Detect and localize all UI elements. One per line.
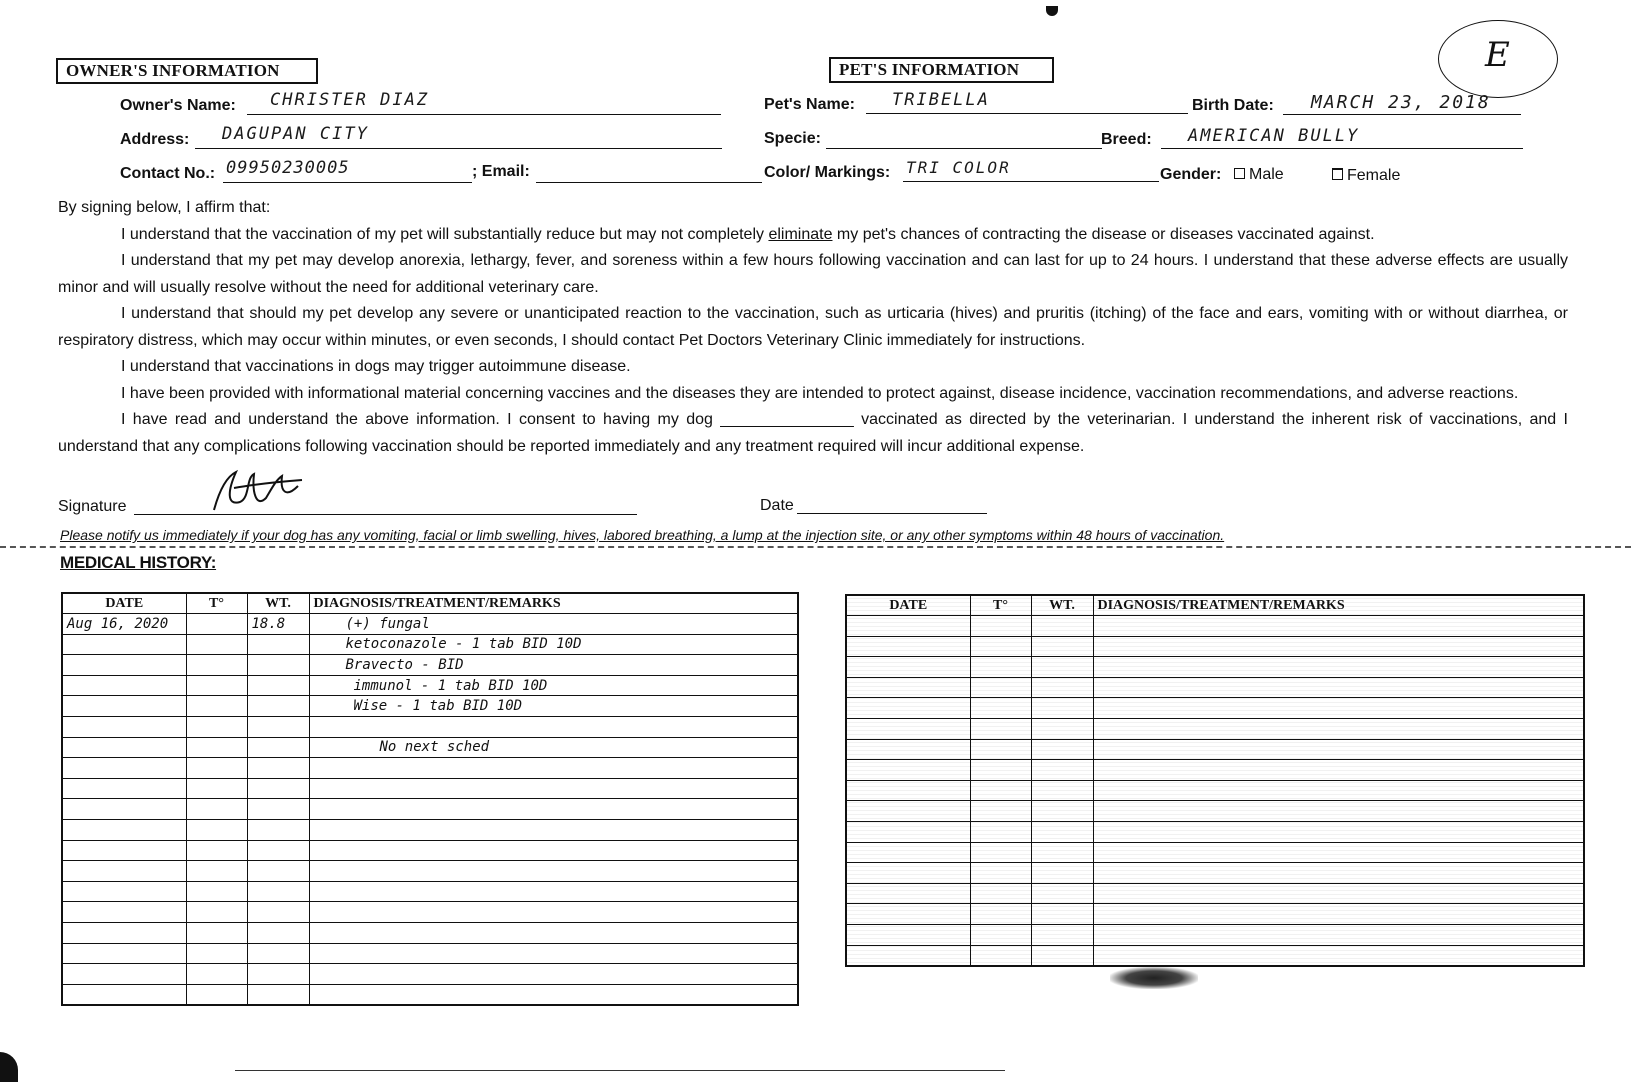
date-label: Date xyxy=(760,497,794,514)
table-row xyxy=(846,677,1584,698)
cell-weight[interactable] xyxy=(1031,821,1093,842)
cell-diagnosis[interactable] xyxy=(1093,801,1584,822)
cell-date[interactable] xyxy=(62,943,186,964)
cell-temperature[interactable] xyxy=(186,840,247,861)
header-diagnosis: DIAGNOSIS/TREATMENT/REMARKS xyxy=(1093,595,1584,616)
cell-date[interactable] xyxy=(846,924,970,945)
cell-diagnosis[interactable] xyxy=(309,778,798,799)
consent-block xyxy=(58,195,1568,460)
header-date: DATE xyxy=(62,593,186,614)
cell-date[interactable] xyxy=(62,737,186,758)
cell-date[interactable] xyxy=(846,677,970,698)
table-row xyxy=(62,840,798,861)
cell-date[interactable] xyxy=(846,904,970,925)
table-row xyxy=(846,780,1584,801)
cell-diagnosis[interactable] xyxy=(309,799,798,820)
cell-temperature[interactable] xyxy=(186,716,247,737)
table-row xyxy=(62,614,798,635)
cell-diagnosis[interactable] xyxy=(309,943,798,964)
consent-intro: By signing below, I affirm that: xyxy=(58,199,271,216)
consent-p1-b: my pet's chances of contracting the disease or diseases vaccinated against. xyxy=(832,225,1375,243)
owner-name-label: Owner's Name: xyxy=(120,97,236,114)
cell-weight[interactable] xyxy=(1031,657,1093,678)
table-row xyxy=(62,819,798,840)
pet-name-value: TRIBELLA xyxy=(892,90,990,110)
cell-diagnosis[interactable] xyxy=(309,902,798,923)
cell-diagnosis[interactable] xyxy=(309,881,798,902)
cell-weight[interactable] xyxy=(1031,698,1093,719)
contact-value: 09950230005 xyxy=(226,158,350,178)
cell-temperature[interactable] xyxy=(970,616,1031,637)
cell-weight[interactable] xyxy=(1031,904,1093,925)
cell-diagnosis[interactable] xyxy=(1093,636,1584,657)
cell-date[interactable] xyxy=(62,655,186,676)
cell-date[interactable] xyxy=(846,780,970,801)
cell-weight[interactable] xyxy=(1031,883,1093,904)
cell-weight[interactable] xyxy=(1031,718,1093,739)
male-label: Male xyxy=(1249,166,1284,183)
cell-temperature[interactable] xyxy=(186,778,247,799)
header-temperature: T° xyxy=(186,593,247,614)
cell-diagnosis[interactable] xyxy=(1093,616,1584,637)
cell-temperature[interactable] xyxy=(186,614,247,635)
breed-label: Breed: xyxy=(1101,131,1152,148)
female-label: Female xyxy=(1347,167,1401,184)
medical-history-table-left xyxy=(61,592,799,1006)
table-row xyxy=(846,801,1584,822)
consent-p6-a: I have read and understand the above information. I consent to having my dog xyxy=(121,411,721,428)
cell-diagnosis[interactable] xyxy=(309,922,798,943)
cell-diagnosis[interactable] xyxy=(309,758,798,779)
consent-p1 xyxy=(58,222,1568,249)
owner-section-title: OWNER'S INFORMATION xyxy=(56,58,318,84)
table-row xyxy=(846,842,1584,863)
cell-weight[interactable] xyxy=(247,943,309,964)
cell-date[interactable] xyxy=(846,883,970,904)
table-row xyxy=(62,964,798,985)
vaccination-notice: Please notify us immediately if your dog has any vomiting, facial or limb swelling, hives, labored breathing, a lump at the injection site, or any other symptoms within 48 hours of vaccination. xyxy=(60,527,1225,543)
table-row xyxy=(62,799,798,820)
address-label: Address: xyxy=(120,131,190,148)
cell-date[interactable] xyxy=(62,696,186,717)
table-row xyxy=(62,758,798,779)
cell-date[interactable] xyxy=(846,718,970,739)
cell-weight[interactable] xyxy=(247,716,309,737)
cell-temperature[interactable] xyxy=(186,902,247,923)
table-row xyxy=(62,737,798,758)
cell-diagnosis[interactable] xyxy=(309,984,798,1005)
color-label: Color/ Markings: xyxy=(764,164,891,181)
consent-p6-b: vaccinated as directed by the veterinarian. I understand the inherent risk of vaccinations, and I understand that any complications following vaccination should be reported immediately and any treatment required will incur additional expense. xyxy=(58,411,1569,455)
cell-temperature[interactable] xyxy=(186,634,247,655)
cell-diagnosis[interactable] xyxy=(1093,739,1584,760)
cell-weight[interactable] xyxy=(247,861,309,882)
table-row xyxy=(846,739,1584,760)
cell-weight[interactable] xyxy=(247,902,309,923)
cell-diagnosis[interactable] xyxy=(1093,677,1584,698)
cell-diagnosis[interactable] xyxy=(1093,718,1584,739)
cell-diagnosis[interactable] xyxy=(1093,945,1584,966)
table-row xyxy=(846,924,1584,945)
cell-date[interactable] xyxy=(62,799,186,820)
birth-date-value: MARCH 23, 2018 xyxy=(1311,92,1491,113)
cell-weight[interactable] xyxy=(247,758,309,779)
bottom-rule xyxy=(235,1070,1005,1071)
cell-diagnosis[interactable]: immunol - 1 tab BID 10D xyxy=(309,675,798,696)
cell-diagnosis[interactable] xyxy=(1093,821,1584,842)
pet-name-label: Pet's Name: xyxy=(764,96,855,113)
cell-date[interactable] xyxy=(846,760,970,781)
table-row xyxy=(62,778,798,799)
cell-temperature[interactable] xyxy=(186,799,247,820)
table-row xyxy=(62,943,798,964)
consent-p6 xyxy=(58,407,1568,460)
cell-diagnosis[interactable] xyxy=(309,819,798,840)
cell-diagnosis[interactable]: Bravecto - BID xyxy=(309,655,798,676)
circled-mark xyxy=(1438,20,1558,98)
specie-label: Specie: xyxy=(764,130,821,147)
cell-temperature[interactable] xyxy=(186,984,247,1005)
cell-diagnosis[interactable] xyxy=(1093,863,1584,884)
cell-weight[interactable] xyxy=(1031,863,1093,884)
cell-date[interactable]: Aug 16, 2020 xyxy=(62,614,186,635)
cell-temperature[interactable] xyxy=(970,801,1031,822)
gender-label: Gender: xyxy=(1160,166,1222,183)
cell-temperature[interactable] xyxy=(186,675,247,696)
cell-temperature[interactable] xyxy=(186,861,247,882)
cell-temperature[interactable] xyxy=(970,842,1031,863)
cell-temperature[interactable] xyxy=(970,945,1031,966)
cell-temperature[interactable] xyxy=(970,760,1031,781)
cell-weight[interactable] xyxy=(247,634,309,655)
scan-corner xyxy=(0,1052,18,1082)
table-row xyxy=(846,657,1584,678)
cell-date[interactable] xyxy=(846,616,970,637)
header-diagnosis: DIAGNOSIS/TREATMENT/REMARKS xyxy=(309,593,798,614)
cell-diagnosis[interactable] xyxy=(1093,924,1584,945)
cell-weight[interactable] xyxy=(247,778,309,799)
table-row xyxy=(62,881,798,902)
cell-date[interactable] xyxy=(846,945,970,966)
cell-diagnosis[interactable] xyxy=(1093,904,1584,925)
page-divider xyxy=(0,546,1631,548)
cell-diagnosis[interactable]: ketoconazole - 1 tab BID 10D xyxy=(309,634,798,655)
cell-weight[interactable] xyxy=(247,881,309,902)
table-row xyxy=(846,698,1584,719)
table-row xyxy=(846,904,1584,925)
cell-date[interactable] xyxy=(62,881,186,902)
cell-weight[interactable] xyxy=(247,655,309,676)
pet-name-field[interactable] xyxy=(866,113,1188,114)
cell-temperature[interactable] xyxy=(186,943,247,964)
table-row xyxy=(62,922,798,943)
dog-name-blank[interactable]: _______________ xyxy=(720,411,854,428)
ink-smudge xyxy=(1110,967,1198,989)
table-row xyxy=(62,984,798,1005)
cell-diagnosis[interactable] xyxy=(1093,657,1584,678)
contact-label: Contact No.: xyxy=(120,165,216,182)
cell-diagnosis[interactable] xyxy=(1093,760,1584,781)
cell-weight[interactable] xyxy=(1031,945,1093,966)
breed-value: AMERICAN BULLY xyxy=(1188,126,1360,146)
cell-date[interactable] xyxy=(62,634,186,655)
table-row xyxy=(846,760,1584,781)
signature-label: Signature xyxy=(58,498,127,515)
cell-temperature[interactable] xyxy=(970,677,1031,698)
table-row xyxy=(62,675,798,696)
cell-date[interactable] xyxy=(62,922,186,943)
cell-date[interactable] xyxy=(846,636,970,657)
cell-weight[interactable] xyxy=(247,964,309,985)
medical-history-table-right xyxy=(845,594,1585,967)
cell-weight[interactable] xyxy=(247,675,309,696)
table-row xyxy=(846,821,1584,842)
consent-p2: I understand that my pet may develop anorexia, lethargy, fever, and soreness within a few hours following vaccination and can last for up to 24 hours. I understand that these adverse effects are usually minor and will usually resolve without the need for additional veterinary care. xyxy=(58,252,1568,296)
cell-date[interactable] xyxy=(846,801,970,822)
table-row xyxy=(62,696,798,717)
cell-date[interactable] xyxy=(62,840,186,861)
color-field[interactable] xyxy=(903,181,1159,182)
cell-date[interactable] xyxy=(62,758,186,779)
table-row xyxy=(62,716,798,737)
table-row xyxy=(846,636,1584,657)
gender-female-option[interactable] xyxy=(1326,167,1400,185)
cell-temperature[interactable] xyxy=(186,655,247,676)
cell-diagnosis[interactable] xyxy=(309,964,798,985)
table-row xyxy=(62,634,798,655)
cell-weight[interactable] xyxy=(1031,801,1093,822)
address-field[interactable] xyxy=(195,148,722,149)
cell-date[interactable] xyxy=(846,863,970,884)
male-checkbox[interactable] xyxy=(1234,168,1245,179)
email-label: ; Email: xyxy=(472,163,530,180)
cell-weight[interactable] xyxy=(1031,780,1093,801)
cell-date[interactable] xyxy=(62,778,186,799)
cell-date[interactable] xyxy=(62,861,186,882)
cell-temperature[interactable] xyxy=(970,780,1031,801)
cell-weight[interactable] xyxy=(247,984,309,1005)
cell-weight[interactable] xyxy=(1031,760,1093,781)
cell-date[interactable] xyxy=(846,739,970,760)
cell-date[interactable] xyxy=(62,984,186,1005)
table-row xyxy=(846,945,1584,966)
header-date: DATE xyxy=(846,595,970,616)
cell-date[interactable] xyxy=(62,716,186,737)
cell-temperature[interactable] xyxy=(970,657,1031,678)
cell-weight[interactable] xyxy=(247,737,309,758)
cell-date[interactable] xyxy=(62,964,186,985)
cell-date[interactable] xyxy=(62,819,186,840)
cell-temperature[interactable] xyxy=(186,696,247,717)
cell-weight[interactable] xyxy=(1031,842,1093,863)
color-value: TRI COLOR xyxy=(906,158,1011,177)
cell-temperature[interactable] xyxy=(970,883,1031,904)
cell-date[interactable] xyxy=(846,698,970,719)
table-row xyxy=(62,902,798,923)
cell-date[interactable] xyxy=(846,842,970,863)
cell-temperature[interactable] xyxy=(970,698,1031,719)
date-field[interactable] xyxy=(797,513,987,514)
gender-male-option[interactable] xyxy=(1228,166,1284,184)
cell-weight[interactable] xyxy=(1031,636,1093,657)
table-row xyxy=(846,863,1584,884)
consent-p1-a: I understand that the vaccination of my pet will substantially reduce but may not completely xyxy=(121,225,769,243)
cell-temperature[interactable] xyxy=(970,863,1031,884)
circled-mark-text: E xyxy=(1485,35,1510,75)
table-row xyxy=(62,655,798,676)
cell-weight[interactable] xyxy=(1031,739,1093,760)
consent-p1-underlined: eliminate xyxy=(768,225,833,243)
cell-date[interactable] xyxy=(62,902,186,923)
address-value: DAGUPAN CITY xyxy=(222,124,369,144)
owner-name-field[interactable] xyxy=(247,114,721,115)
cell-date[interactable] xyxy=(846,821,970,842)
cell-diagnosis[interactable] xyxy=(1093,780,1584,801)
cell-diagnosis[interactable] xyxy=(309,840,798,861)
cell-weight[interactable] xyxy=(247,799,309,820)
cell-diagnosis[interactable]: (+) fungal xyxy=(309,614,798,635)
table-header-row xyxy=(846,595,1584,616)
cell-temperature[interactable] xyxy=(186,758,247,779)
cell-diagnosis[interactable]: Wise - 1 tab BID 10D xyxy=(309,696,798,717)
cell-date[interactable] xyxy=(62,675,186,696)
birth-date-field[interactable] xyxy=(1283,114,1521,115)
table-header-row xyxy=(62,593,798,614)
cell-temperature[interactable] xyxy=(186,964,247,985)
cell-temperature[interactable] xyxy=(186,737,247,758)
cell-temperature[interactable] xyxy=(970,718,1031,739)
cell-temperature[interactable] xyxy=(970,904,1031,925)
cell-diagnosis[interactable] xyxy=(1093,883,1584,904)
cell-temperature[interactable] xyxy=(186,881,247,902)
cell-weight[interactable] xyxy=(1031,616,1093,637)
table-row xyxy=(62,861,798,882)
table-row xyxy=(846,883,1584,904)
table-row xyxy=(846,616,1584,637)
signature-scribble xyxy=(206,458,316,528)
cell-temperature[interactable] xyxy=(186,819,247,840)
table-row xyxy=(846,718,1584,739)
cell-temperature[interactable] xyxy=(970,636,1031,657)
cell-weight[interactable] xyxy=(247,922,309,943)
owner-name-value: CHRISTER DIAZ xyxy=(270,90,430,110)
cell-temperature[interactable] xyxy=(970,739,1031,760)
cell-diagnosis[interactable] xyxy=(309,861,798,882)
consent-p4: I understand that vaccinations in dogs may trigger autoimmune disease. xyxy=(121,358,631,375)
consent-p3: I understand that should my pet develop any severe or unanticipated reaction to the vaccination, such as urticaria (hives) and pruritis (itching) of the face and ears, vomiting with or without diarrhea, or respiratory distress, which may occur within minutes, or even seconds, I should contact Pet Doctors Veterinary Clinic immediately for instructions. xyxy=(58,305,1568,349)
cell-temperature[interactable] xyxy=(186,922,247,943)
contact-field[interactable] xyxy=(223,182,472,183)
birth-date-label: Birth Date: xyxy=(1192,97,1274,114)
specie-field[interactable] xyxy=(826,148,1102,149)
cell-weight[interactable] xyxy=(1031,924,1093,945)
cell-weight[interactable]: 18.8 xyxy=(247,614,309,635)
consent-p5: I have been provided with informational material concerning vaccines and the diseases they are intended to protect against, disease incidence, vaccination recommendations, and adverse reactions. xyxy=(121,384,1519,402)
header-temperature: T° xyxy=(970,595,1031,616)
header-weight: WT. xyxy=(1031,595,1093,616)
scan-mark xyxy=(1046,6,1058,16)
cell-diagnosis[interactable] xyxy=(309,716,798,737)
email-field[interactable] xyxy=(536,182,762,183)
medical-history-title: MEDICAL HISTORY: xyxy=(60,553,217,572)
cell-diagnosis[interactable]: No next sched xyxy=(309,737,798,758)
header-weight: WT. xyxy=(247,593,309,614)
pet-section-title: PET'S INFORMATION xyxy=(829,57,1054,83)
cell-weight[interactable] xyxy=(247,840,309,861)
cell-date[interactable] xyxy=(846,657,970,678)
cell-diagnosis[interactable] xyxy=(1093,698,1584,719)
cell-weight[interactable] xyxy=(247,696,309,717)
cell-diagnosis[interactable] xyxy=(1093,842,1584,863)
cell-weight[interactable] xyxy=(1031,677,1093,698)
female-checkbox[interactable] xyxy=(1332,168,1343,180)
breed-field[interactable] xyxy=(1161,148,1523,149)
cell-temperature[interactable] xyxy=(970,821,1031,842)
cell-weight[interactable] xyxy=(247,819,309,840)
cell-temperature[interactable] xyxy=(970,924,1031,945)
